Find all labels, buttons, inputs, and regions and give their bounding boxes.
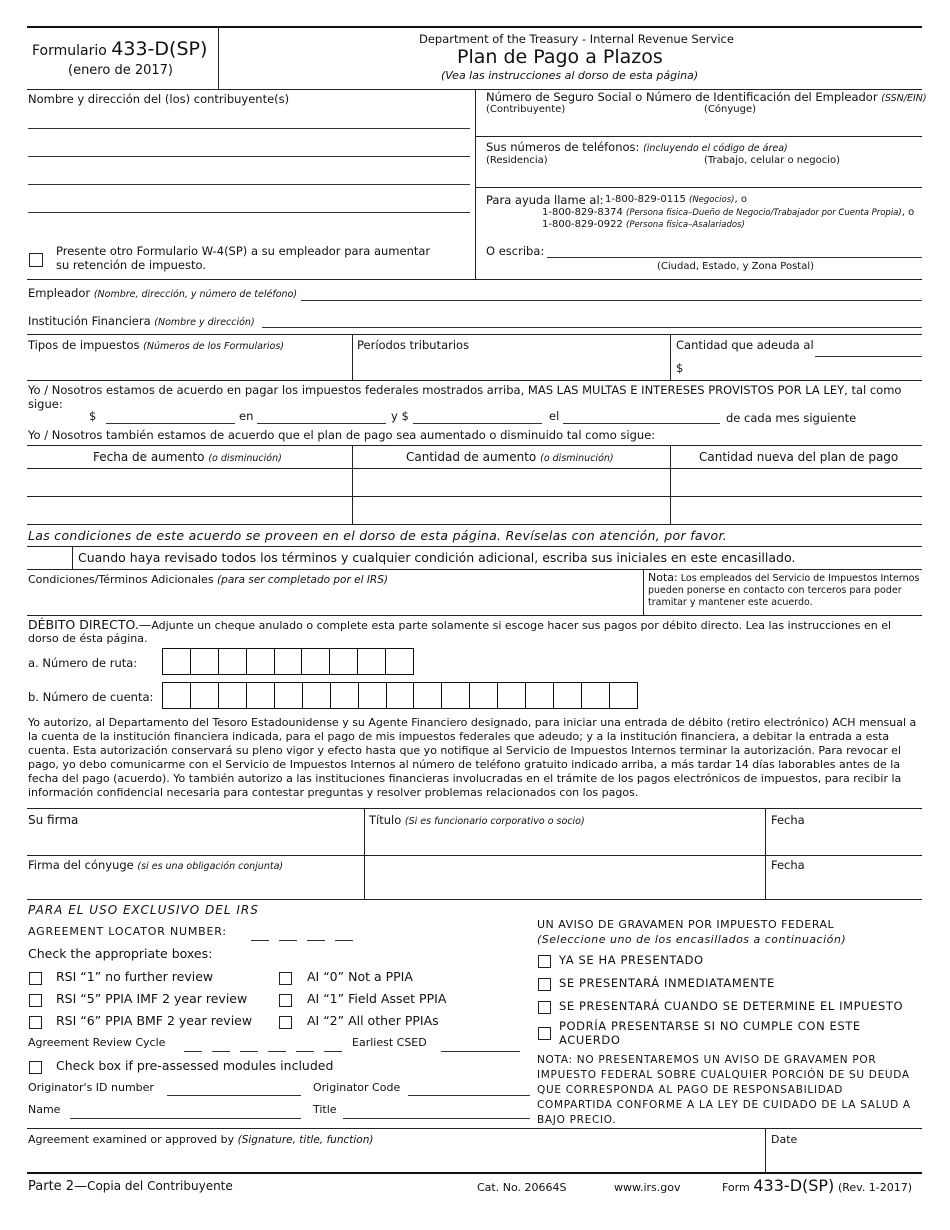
- form-date: (enero de 2017): [68, 63, 173, 78]
- originator-id-label: Originator's ID number: [28, 1081, 154, 1094]
- lien-option-4-label: PODRÍA PRESENTARSE SI NO CUMPLE CON ESTE ACUERDO: [559, 1019, 861, 1047]
- digit-box[interactable]: [414, 683, 442, 708]
- address-line-3[interactable]: [28, 184, 470, 185]
- phones-note: (incluyendo el código de área): [643, 143, 788, 154]
- initials-box[interactable]: [27, 547, 73, 569]
- ssn-taxpayer-label: (Contribuyente): [486, 104, 566, 115]
- rsi-6-checkbox[interactable]: [29, 1016, 42, 1029]
- digit-box[interactable]: [470, 683, 498, 708]
- payment-amount-field[interactable]: [106, 423, 235, 424]
- title-note: (Si es funcionario corporativo o socio): [404, 816, 585, 827]
- digit-box[interactable]: [163, 683, 191, 708]
- digit-box[interactable]: [219, 649, 247, 674]
- ai-2-label: AI “2” All other PPIAs: [307, 1013, 439, 1028]
- digit-box[interactable]: [358, 649, 386, 674]
- date-label-2: Fecha: [771, 858, 805, 872]
- help-line-2: [542, 207, 914, 218]
- w4-checkbox[interactable]: [29, 253, 43, 267]
- city-label: (Ciudad, Estado, y Zona Postal): [657, 261, 815, 272]
- review-cycle-digit[interactable]: [324, 1051, 342, 1052]
- routing-number-input[interactable]: [162, 648, 414, 675]
- lien-note: NOTA: NO PRESENTAREMOS UN AVISO DE GRAVAMEN POR IMPUESTO FEDERAL SOBRE CUALQUIER PORCIÓN DE SU DEUDA QUE CORRESPONDA AL PAGO DE RESPONSABILIDAD COMPARTIDA CONFORME A LA LEY DE CUIDADO DE LA SALUD A BAJO PRECIO.: [537, 1054, 911, 1126]
- digit-box[interactable]: [302, 649, 330, 674]
- examined-label: [28, 1133, 373, 1146]
- monthly-amount-field[interactable]: [413, 423, 542, 424]
- locator-digit[interactable]: [335, 940, 353, 941]
- lien-option-2-label: SE PRESENTARÁ INMEDIATAMENTE: [559, 976, 775, 990]
- originator-id-field[interactable]: [167, 1095, 301, 1096]
- employer-field[interactable]: [301, 300, 922, 301]
- lien-option-1-checkbox[interactable]: [538, 955, 551, 968]
- page-subtitle: (Vea las instrucciones al dorso de esta página): [441, 69, 699, 82]
- digit-box[interactable]: [275, 683, 303, 708]
- ach-authorization: Yo autorizo, al Departamento del Tesoro Estadounidense y su Agente Financiero designado, para iniciar una entrada de débito (retiro electrónico) ACH mensual a la cuenta de la institución financiera indicada, para el pago de mis impuestos federales que adeudo; y a la institución financiera, a debitar la entrada a esta cuenta. Esta autorización conservará su pleno vigor y efecto hasta que yo notifique al Servicio de Impuestos Internos terminar la autorización. Para revocar el pago, yo debo comunicarme con el Servicio de Impuestos Internos al número de teléfono gratuito indicado arriba, a más tardar 14 días laborables antes de la fecha del pago (acuerdo). Yo también autorizo a las instituciones financieras involucradas en el trámite de los pagos electrónicos de impuestos, para recibir la información confidencial necesaria para contestar preguntas y resolver problemas relacionados con los pagos.: [28, 716, 917, 799]
- rsi-1-checkbox[interactable]: [29, 972, 42, 985]
- agreement-each-month: de cada mes siguiente: [726, 411, 857, 425]
- review-cycle-label: Agreement Review Cycle: [28, 1036, 166, 1049]
- help-phone-1-suffix: , o: [734, 194, 747, 205]
- tax-types-text: Tipos de impuestos: [28, 338, 140, 352]
- review-cycle-digit[interactable]: [212, 1051, 230, 1052]
- digit-box[interactable]: [387, 683, 415, 708]
- preassessed-label: Check box if pre-assessed modules included: [56, 1058, 334, 1073]
- address-line-1[interactable]: [28, 128, 470, 129]
- examined-note: (Signature, title, function): [237, 1134, 374, 1146]
- initials-text: Cuando haya revisado todos los términos y cualquier condición adicional, escriba sus iniciales en este encasillado.: [78, 550, 796, 565]
- ai-1-checkbox[interactable]: [279, 994, 292, 1007]
- amount-owed-label: Cantidad que adeuda al: [676, 338, 814, 352]
- col-increase-amount: [406, 450, 614, 464]
- spouse-signature-field[interactable]: [28, 873, 762, 897]
- check-boxes-label: Check the appropriate boxes:: [28, 946, 213, 961]
- institution-note: (Nombre y dirección): [154, 317, 255, 328]
- title-field-label: Title: [313, 1103, 337, 1116]
- ssn-spouse-label: (Cónyuge): [704, 104, 756, 115]
- payment-start-field[interactable]: [257, 423, 386, 424]
- w4-label: Presente otro Formulario W-4(SP) a su empleador para aumentar su retención de impuesto.: [56, 244, 431, 272]
- footer-website[interactable]: www.irs.gov: [614, 1181, 681, 1194]
- earliest-csed-field[interactable]: [441, 1051, 520, 1052]
- review-cycle-digit[interactable]: [296, 1051, 314, 1052]
- digit-box[interactable]: [526, 683, 554, 708]
- name-field[interactable]: [70, 1118, 301, 1119]
- examined-text: Agreement examined or approved by: [28, 1133, 235, 1146]
- lien-option-1-label: YA SE HA PRESENTADO: [559, 953, 704, 967]
- phone-home-label: (Residencia): [486, 155, 548, 166]
- help-line-1: [605, 194, 747, 205]
- rsi-1-label: RSI “1” no further review: [56, 969, 214, 984]
- agreement-text: Yo / Nosotros estamos de acuerdo en pagar los impuestos federales mostrados arriba, MAS LAS MULTAS E INTERESES PROVISTOS POR LA LEY, tal como sigue:: [28, 383, 902, 411]
- footer-rev: (Rev. 1-2017): [837, 1181, 913, 1194]
- digit-box[interactable]: [442, 683, 470, 708]
- nota-label: Nota:: [648, 571, 678, 584]
- help-phone-2-suffix: , o: [901, 207, 915, 218]
- footer-form: [722, 1176, 912, 1195]
- ai-0-checkbox[interactable]: [279, 972, 292, 985]
- form-number: 433-D(SP): [111, 38, 208, 60]
- review-cycle-digit[interactable]: [184, 1051, 202, 1052]
- digit-box[interactable]: [191, 683, 219, 708]
- phone-work-label: (Trabajo, celular o negocio): [704, 155, 841, 166]
- agreement-el: el: [549, 409, 560, 423]
- institution-text: Institución Financiera: [28, 314, 151, 328]
- your-signature-label: Su firma: [28, 813, 79, 827]
- address-line-2[interactable]: [28, 156, 470, 157]
- spouse-signature-note: (si es una obligación conjunta): [137, 861, 284, 872]
- lien-option-4-checkbox[interactable]: [538, 1027, 551, 1040]
- help-phone-1-note: (Negocios): [689, 195, 735, 205]
- tax-types-note: (Números de los Formularios): [143, 341, 284, 352]
- your-signature-field[interactable]: [28, 828, 362, 852]
- review-cycle-digit[interactable]: [240, 1051, 258, 1052]
- lien-option-3-checkbox[interactable]: [538, 1001, 551, 1014]
- account-label: b. Número de cuenta:: [28, 690, 154, 704]
- footer-cat: Cat. No. 20664S: [477, 1181, 567, 1194]
- lien-option-3-label: SE PRESENTARÁ CUANDO SE DETERMINE EL IMPUESTO: [559, 999, 904, 1013]
- additional-terms-text: Condiciones/Términos Adicionales: [28, 573, 214, 586]
- title-field[interactable]: [343, 1118, 530, 1119]
- payment-day-field[interactable]: [563, 423, 720, 424]
- col-increase-date-note: (o disminución): [208, 453, 282, 464]
- preassessed-checkbox[interactable]: [29, 1061, 42, 1074]
- help-line-3: [542, 219, 745, 230]
- write-label: O escriba:: [486, 244, 545, 258]
- digit-box[interactable]: [163, 649, 191, 674]
- footer-form-number: 433-D(SP): [753, 1176, 835, 1195]
- routing-label: a. Número de ruta:: [28, 656, 138, 670]
- ai-2-checkbox[interactable]: [279, 1016, 292, 1029]
- institution-field[interactable]: [262, 327, 922, 328]
- direct-debit-section: [28, 618, 918, 645]
- locator-digit[interactable]: [251, 940, 269, 941]
- col-increase-amount-text: Cantidad de aumento: [406, 450, 537, 464]
- ssn-text: Número de Seguro Social o Número de Identificación del Empleador: [486, 90, 878, 104]
- digit-box[interactable]: [386, 649, 413, 674]
- ai-1-label: AI “1” Field Asset PPIA: [307, 991, 447, 1006]
- digit-box[interactable]: [330, 649, 358, 674]
- form-prefix: Formulario: [32, 43, 107, 59]
- digit-box[interactable]: [610, 683, 637, 708]
- footer-part: [28, 1179, 233, 1194]
- col-increase-date-text: Fecha de aumento: [93, 450, 205, 464]
- amount-owed-to-field[interactable]: [815, 356, 922, 357]
- digit-box[interactable]: [359, 683, 387, 708]
- digit-box[interactable]: [247, 683, 275, 708]
- review-cycle-digit[interactable]: [268, 1051, 286, 1052]
- employer-note: (Nombre, dirección, y número de teléfono): [93, 289, 298, 300]
- ssn-label: [486, 90, 927, 104]
- spouse-signature-text: Firma del cónyuge: [28, 858, 134, 872]
- footer-form-word: Form: [722, 1181, 750, 1194]
- lien-title: UN AVISO DE GRAVAMEN POR IMPUESTO FEDERAL: [537, 918, 835, 931]
- irs-date-label: Date: [771, 1133, 798, 1146]
- address-line-4[interactable]: [28, 212, 470, 213]
- locator-digit[interactable]: [279, 940, 297, 941]
- title-label: [369, 813, 585, 827]
- name-label: Name: [28, 1103, 61, 1116]
- nota-box: [648, 572, 920, 609]
- amount-dollar: $: [676, 361, 684, 375]
- phones-text: Sus números de teléfonos:: [486, 140, 640, 154]
- digit-box[interactable]: [554, 683, 582, 708]
- digit-box[interactable]: [498, 683, 526, 708]
- agreement-en: en: [239, 409, 254, 423]
- lien-subtitle: (Seleccione uno de los encasillados a continuación): [537, 933, 847, 946]
- digit-box[interactable]: [331, 683, 359, 708]
- direct-debit-title: DÉBITO DIRECTO.—: [28, 617, 152, 632]
- col-increase-amount-note: (o disminución): [540, 453, 614, 464]
- col-new-amount: Cantidad nueva del plan de pago: [699, 450, 899, 464]
- agreement-dollar: $: [89, 409, 97, 423]
- digit-box[interactable]: [219, 683, 247, 708]
- additional-terms-note: (para ser completado por el IRS): [217, 574, 388, 586]
- help-phone-1: 1-800-829-0115: [605, 194, 686, 205]
- phones-label: [486, 140, 788, 154]
- footer-part-text: Copia del Contribuyente: [87, 1179, 233, 1193]
- help-phone-3: 1-800-829-0922: [542, 219, 623, 230]
- lien-option-2-checkbox[interactable]: [538, 978, 551, 991]
- help-phone-2-note: (Persona física–Dueño de Negocio/Trabajador por Cuenta Propia): [626, 208, 902, 218]
- digit-box[interactable]: [582, 683, 610, 708]
- write-address-field[interactable]: [547, 257, 922, 258]
- ai-0-label: AI “0” Not a PPIA: [307, 969, 413, 984]
- account-number-input[interactable]: [162, 682, 638, 709]
- originator-code-label: Originator Code: [313, 1081, 401, 1094]
- additional-terms-label: [28, 573, 388, 586]
- spouse-signature-label: [28, 858, 283, 872]
- rsi-6-label: RSI “6” PPIA BMF 2 year review: [56, 1013, 253, 1028]
- taxpayer-name-label: Nombre y dirección del (los) contribuyente(s): [28, 92, 290, 106]
- irs-use-title: PARA EL USO EXCLUSIVO DEL IRS: [28, 903, 259, 917]
- locator-digit[interactable]: [307, 940, 325, 941]
- help-phone-3-note: (Persona física–Asalariados): [626, 220, 745, 230]
- digit-box[interactable]: [247, 649, 275, 674]
- page-title: Plan de Pago a Plazos: [457, 46, 663, 68]
- tax-types-label: [28, 338, 284, 352]
- footer-part-label: Parte 2—: [28, 1179, 88, 1194]
- form-id: [32, 38, 207, 60]
- help-label: Para ayuda llame al:: [486, 193, 604, 207]
- rsi-5-checkbox[interactable]: [29, 994, 42, 1007]
- tax-periods-label: Períodos tributarios: [357, 338, 470, 352]
- employer-text: Empleador: [28, 286, 91, 300]
- digit-box[interactable]: [303, 683, 331, 708]
- agreement-y: y $: [391, 409, 409, 423]
- title-text: Título: [369, 813, 402, 827]
- help-phone-2: 1-800-829-8374: [542, 207, 623, 218]
- institution-label: [28, 314, 255, 328]
- earliest-csed-label: Earliest CSED: [352, 1036, 427, 1049]
- originator-code-field[interactable]: [408, 1095, 530, 1096]
- nota-text: Los empleados del Servicio de Impuestos Internos pueden ponerse en contacto con terceros para poder tramitar y mantener este acuerdo.: [648, 573, 920, 608]
- date-label-1: Fecha: [771, 813, 805, 827]
- direct-debit-text: Adjunte un cheque anulado o complete esta parte solamente si escoge hacer sus pagos por débito directo. Lea las instrucciones en el dorso de ésta página.: [28, 619, 892, 645]
- ssn-abbr: (SSN/EIN): [881, 93, 927, 104]
- change-text: Yo / Nosotros también estamos de acuerdo que el plan de pago sea aumentado o disminuido tal como sigue:: [28, 428, 656, 442]
- conditions-notice: Las condiciones de este acuerdo se proveen en el dorso de esta página. Revíselas con atención, por favor.: [28, 528, 728, 543]
- locator-label: AGREEMENT LOCATOR NUMBER:: [28, 925, 227, 938]
- col-increase-date: [93, 450, 282, 464]
- employer-label: [28, 286, 297, 300]
- digit-box[interactable]: [275, 649, 303, 674]
- agency-name: Department of the Treasury - Internal Revenue Service: [419, 32, 734, 46]
- digit-box[interactable]: [191, 649, 219, 674]
- rsi-5-label: RSI “5” PPIA IMF 2 year review: [56, 991, 248, 1006]
